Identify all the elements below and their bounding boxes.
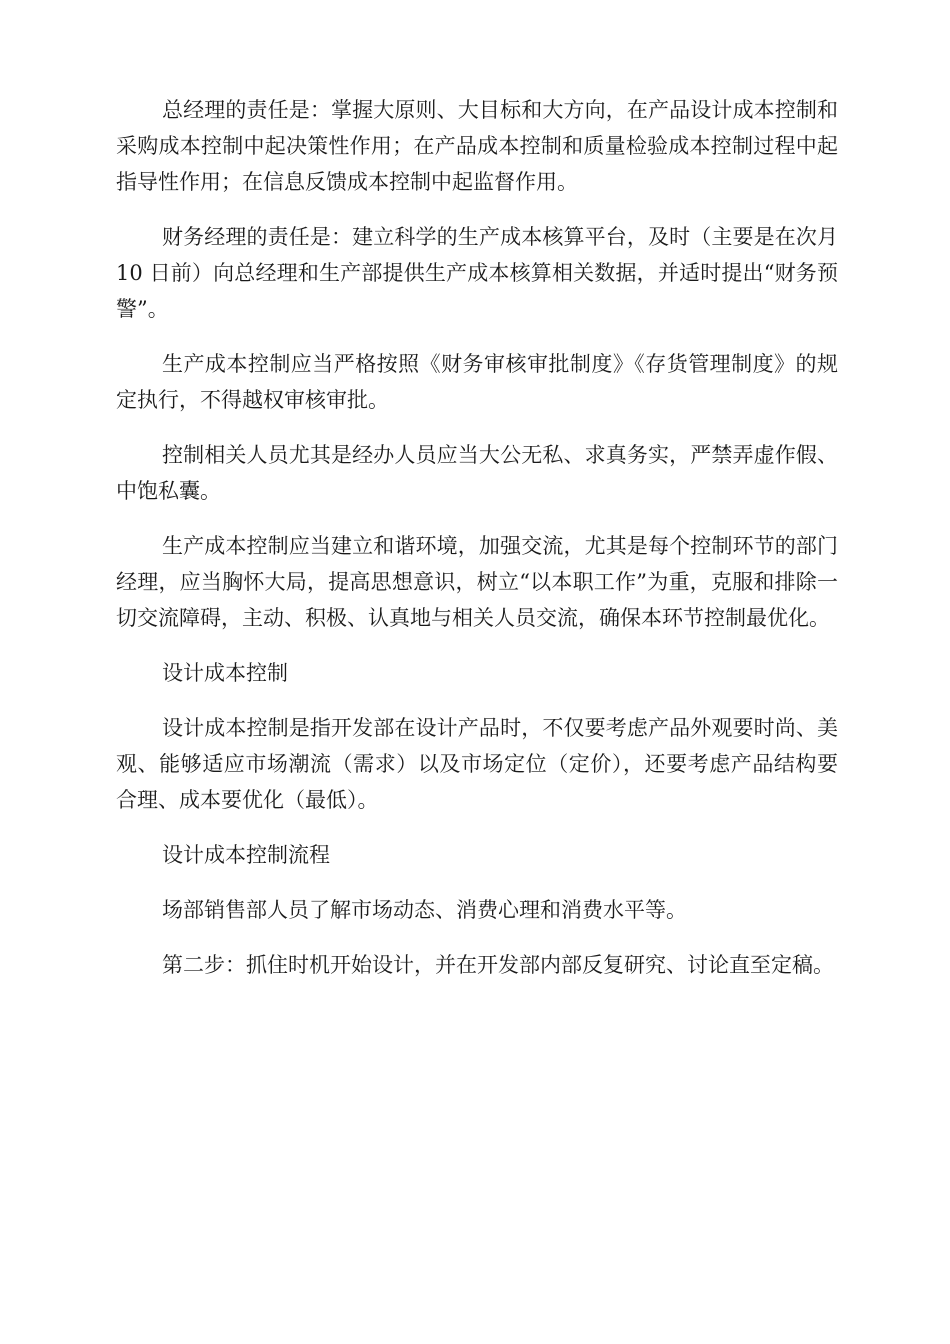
paragraph-approval-rules: 生产成本控制应当严格按照《财务审核审批制度》《存货管理制度》的规定执行，不得越权审核审批。 [116,352,838,412]
paragraph-staff-integrity: 控制相关人员尤其是经办人员应当大公无私、求真务实，严禁弄虚作假、中饱私囊。 [116,443,838,503]
paragraph-step-two: 第二步：抓住时机开始设计，并在开发部内部反复研究、讨论直至定稿。 [162,953,834,977]
section-heading-design-cost-control: 设计成本控制 [162,661,288,685]
paragraph-finance-manager-duty: 财务经理的责任是：建立科学的生产成本核算平台，及时（主要是在次月 10 日前）向总经理和生产部提供生产成本核算相关数据，并适时提出“财务预警”。 [116,225,838,321]
section-heading-design-cost-process: 设计成本控制流程 [162,843,330,867]
paragraph-communication: 生产成本控制应当建立和谐环境，加强交流，尤其是每个控制环节的部门经理，应当胸怀大局，提高思想意识，树立“以本职工作”为重，克服和排除一切交流障碍，主动、积极、认真地与相关人员交流，确保本环节控制最优化。 [116,534,838,630]
paragraph-general-manager-duty: 总经理的责任是：掌握大原则、大目标和大方向，在产品设计成本控制和采购成本控制中起决策性作用；在产品成本控制和质量检验成本控制过程中起指导性作用；在信息反馈成本控制中起监督作用。 [116,98,838,194]
paragraph-design-cost-definition: 设计成本控制是指开发部在设计产品时，不仅要考虑产品外观要时尚、美观、能够适应市场潮流（需求）以及市场定位（定价），还要考虑产品结构要合理、成本要优化（最低）。 [116,716,838,812]
document-body [116,92,838,1002]
paragraph-market-research-step: 场部销售部人员了解市场动态、消费心理和消费水平等。 [162,898,687,922]
